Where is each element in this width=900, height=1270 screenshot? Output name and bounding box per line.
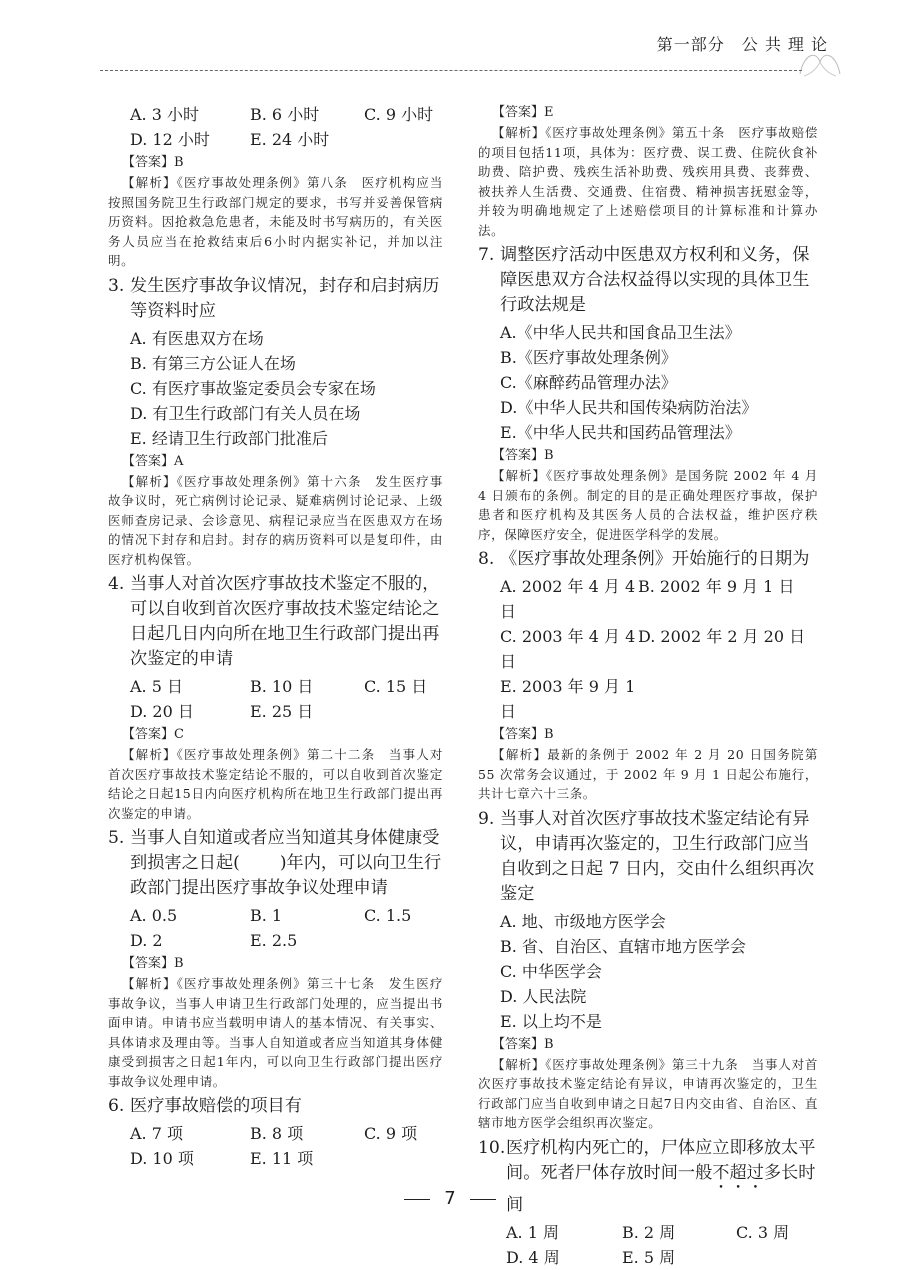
option-a: A. 7 项	[130, 1124, 183, 1143]
running-header: 第一部分 公 共 理 论	[656, 35, 828, 54]
option-e: E. 以上均不是	[500, 1011, 602, 1031]
question-stem: 当事人对首次医疗事故技术鉴定不服的，可以自收到首次医疗事故技术鉴定结论之日起几日内向所在地卫生行政部门提出再次鉴定的申请	[130, 574, 440, 669]
option-b: B. 8 项	[250, 1124, 304, 1143]
option-b: B. 省、自治区、直辖市地方医学会	[500, 936, 746, 956]
option-b: B. 6 小时	[250, 105, 320, 124]
question-7	[478, 243, 818, 318]
question-number: 3.	[108, 275, 125, 296]
q5-explanation: 【解析】《医疗事故处理条例》第三十七条 发生医疗事故争议，当事人申请卫生行政部门处理的，应当提出书面申请。申请书应当载明申请人的基本情况、有关事实、具体请求及理由等。当事人自知道或者应当知道其身体健康受到损害之日起1年内，可以向卫生行政部门提出医疗事故争议处理申请。	[108, 976, 443, 1089]
option-c: C. 2003 年 4 月 4 日	[500, 627, 636, 671]
q6-explanation: 【解析】《医疗事故处理条例》第五十条 医疗事故赔偿的项目包括11项，具体为：医疗费、误工费、住院伙食补助费、陪护费、残疾生活补助费、残疾用具费、丧葬费、被扶养人生活费、交通费、住宿费、精神损害抚慰金等，并较为明确地规定了上述赔偿项目的计算标准和计算办法。	[478, 125, 818, 238]
option-a: A. 0.5	[130, 906, 178, 925]
option-a: A. 3 小时	[130, 105, 199, 124]
q6-options	[108, 1121, 443, 1171]
question-5	[108, 826, 443, 901]
question-stem: 医疗事故赔偿的项目有	[130, 1096, 302, 1116]
option-a: A. 2002 年 4 月 4 日	[500, 577, 636, 621]
option-b: B. 2 周	[622, 1222, 676, 1242]
option-e: E. 11 项	[250, 1149, 314, 1168]
option-d: D. 2	[130, 931, 163, 950]
question-8	[478, 547, 818, 572]
option-d: D. 10 项	[130, 1149, 194, 1168]
question-number: 8.	[478, 549, 495, 569]
question-9	[478, 807, 818, 907]
question-stem-part2: )年内，可以向卫生行政部门提出医疗事故争议处理申请	[130, 853, 442, 898]
option-a: A. 1 周	[506, 1222, 559, 1242]
question-6	[108, 1094, 443, 1119]
option-b: B.《医疗事故处理条例》	[500, 348, 677, 367]
option-c: C. 中华医学会	[500, 961, 602, 981]
q3-answer: 【答案】A	[122, 453, 184, 469]
question-stem-part1: 当事人自知道或者应当知道其身体健康受到损害之日起(	[130, 828, 440, 873]
q2-options	[108, 102, 443, 152]
q7-answer: 【答案】B	[492, 448, 554, 463]
option-b: B. 1	[250, 906, 283, 925]
question-number: 10.	[478, 1137, 506, 1158]
page-number-dash-left	[404, 1199, 430, 1200]
option-e: E. 2003 年 9 月 1 日	[500, 677, 636, 721]
option-d: D. 4 周	[506, 1247, 560, 1267]
q4-options	[108, 674, 443, 724]
emphasized-text: 不超过	[712, 1162, 764, 1183]
option-d: D. 人民法院	[500, 986, 587, 1006]
question-number: 9.	[478, 808, 495, 829]
option-e: E. 5 周	[622, 1247, 676, 1267]
question-stem-part1: 医疗机构内死亡的，尸体应立即移放太平间。死者尸体存放时间一般	[506, 1137, 816, 1183]
page-number-value: 7	[444, 1188, 456, 1209]
q7-explanation: 【解析】《医疗事故处理条例》是国务院 2002 年 4 月 4 日颁布的条例。制定的目的是正确处理医疗事故，保护患者和医疗机构及其医务人员的合法权益，维护医疗秩序，保障医疗安全，促进医学科学的发展。	[478, 468, 818, 542]
butterfly-ornament-icon	[790, 44, 850, 80]
q8-options	[478, 574, 818, 724]
left-column	[108, 102, 443, 1171]
option-b: B. 有第三方公证人在场	[130, 353, 296, 373]
question-number: 5.	[108, 828, 125, 848]
option-e: E. 经请卫生行政部门批准后	[130, 428, 328, 448]
option-c: C. 3 周	[736, 1222, 790, 1242]
option-d: D. 有卫生行政部门有关人员在场	[130, 403, 361, 423]
option-c: C. 1.5	[364, 906, 412, 925]
q5-options	[108, 903, 443, 953]
question-stem: 调整医疗活动中医患双方权利和义务，保障医患双方合法权益得以实现的具体卫生行政法规是	[500, 245, 810, 315]
question-stem: 当事人对首次医疗事故技术鉴定结论有异议，申请再次鉴定的，卫生行政部门应当自收到之日起 7 日内，交由什么组织再次鉴定	[500, 808, 815, 904]
header-divider	[100, 70, 802, 71]
option-d: D. 2002 年 2 月 20 日	[638, 627, 806, 646]
page-number	[0, 1188, 900, 1209]
question-4	[108, 572, 443, 672]
option-c: C.《麻醉药品管理办法》	[500, 373, 677, 392]
question-3	[108, 274, 443, 324]
option-a: A. 有医患双方在场	[130, 328, 264, 348]
q6-answer: 【答案】E	[492, 105, 554, 120]
option-e: E.《中华人民共和国药品管理法》	[500, 423, 741, 442]
option-a: A. 地、市级地方医学会	[500, 911, 666, 931]
q9-answer: 【答案】B	[492, 1036, 554, 1052]
option-c: C. 9 项	[364, 1124, 418, 1143]
question-stem-part2: 多长时间	[506, 1162, 816, 1215]
question-number: 4.	[108, 574, 125, 594]
option-a: A. 5 日	[130, 677, 183, 696]
q5-answer: 【答案】B	[122, 956, 184, 971]
right-column	[478, 102, 818, 1270]
question-number: 6.	[108, 1096, 125, 1116]
q4-explanation: 【解析】《医疗事故处理条例》第二十二条 当事人对首次医疗事故技术鉴定结论不服的，可以自收到首次鉴定结论之日起15日内向医疗机构所在地卫生行政部门提出再次鉴定的申请。	[108, 747, 443, 821]
option-d: D. 20 日	[130, 702, 194, 721]
q8-explanation: 【解析】最新的条例于 2002 年 2 月 20 日国务院第 55 次常务会议通过，于 2002 年 9 月 1 日起公布施行，共计七章六十三条。	[478, 747, 818, 801]
option-d: D.《中华人民共和国传染病防治法》	[500, 398, 758, 417]
q2-explanation: 【解析】《医疗事故处理条例》第八条 医疗机构应当按照国务院卫生行政部门规定的要求，书写并妥善保管病历资料。因抢救急危患者，未能及时书写病历的，有关医务人员应当在抢救结束后6小时内据实补记，并加以注明。	[108, 175, 443, 268]
question-stem: 发生医疗事故争议情况，封存和启封病历等资料时应	[130, 275, 440, 321]
q3-explanation: 【解析】《医疗事故处理条例》第十六条 发生医疗事故争议时，死亡病例讨论记录、疑难病例讨论记录、上级医师查房记录、会诊意见、病程记录应当在医患双方在场的情况下封存和启封。封存的病历资料可以是复印件，由医疗机构保管。	[108, 473, 443, 567]
option-b: B. 2002 年 9 月 1 日	[638, 577, 795, 596]
option-b: B. 10 日	[250, 677, 314, 696]
option-d: D. 12 小时	[130, 130, 210, 149]
option-c: C. 有医疗事故鉴定委员会专家在场	[130, 378, 376, 398]
option-c: C. 15 日	[364, 677, 428, 696]
q4-answer: 【答案】C	[122, 727, 184, 742]
option-e: E. 25 日	[250, 702, 314, 721]
q9-explanation: 【解析】《医疗事故处理条例》第三十九条 当事人对首次医疗事故技术鉴定结论有异议，申请再次鉴定的，卫生行政部门应当自收到申请之日起7日内交由省、自治区、直辖市地方医学会组织再次鉴定。	[478, 1056, 818, 1130]
q8-answer: 【答案】B	[492, 727, 554, 742]
option-a: A.《中华人民共和国食品卫生法》	[500, 323, 741, 342]
option-c: C. 9 小时	[364, 105, 434, 124]
option-e: E. 24 小时	[250, 130, 330, 149]
question-number: 7.	[478, 245, 495, 265]
page-number-dash-right	[470, 1199, 496, 1200]
option-e: E. 2.5	[250, 931, 298, 950]
question-stem: 《医疗事故处理条例》开始施行的日期为	[500, 549, 810, 569]
q2-answer: 【答案】B	[122, 155, 184, 170]
